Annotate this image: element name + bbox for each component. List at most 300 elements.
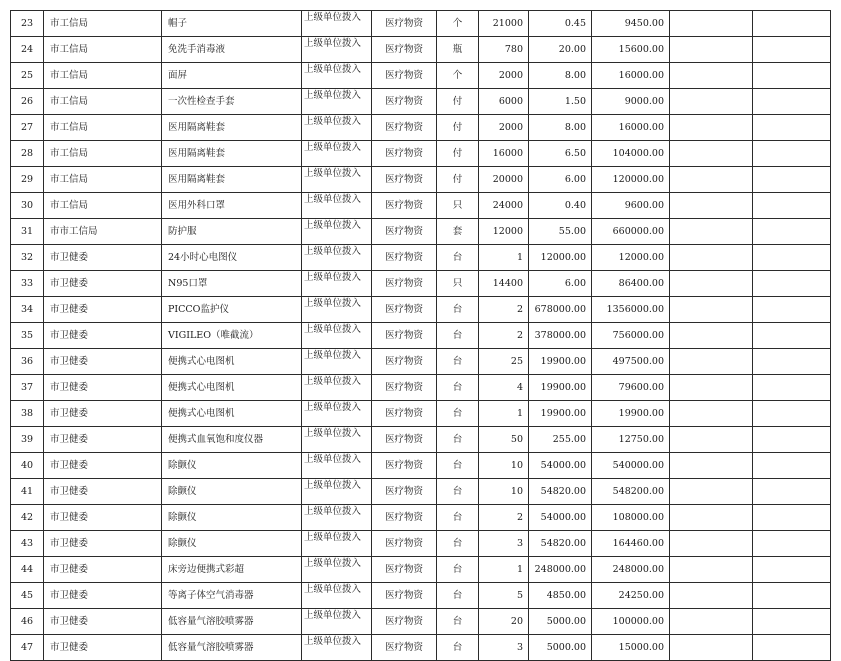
unit-price-cell: 5000.00 [529, 609, 592, 635]
category-cell: 医疗物资 [372, 115, 437, 141]
category-cell: 医疗物资 [372, 271, 437, 297]
department-cell: 市卫健委 [44, 557, 162, 583]
row-number-cell: 31 [11, 219, 44, 245]
empty-cell [670, 63, 753, 89]
row-number-cell: 25 [11, 63, 44, 89]
row-number-cell: 23 [11, 11, 44, 37]
department-cell: 市卫健委 [44, 635, 162, 661]
table-row [11, 297, 831, 323]
row-number-cell: 45 [11, 583, 44, 609]
category-cell: 医疗物资 [372, 297, 437, 323]
unit-price-cell: 8.00 [529, 63, 592, 89]
empty-cell [670, 453, 753, 479]
source-cell: 上级单位拨入 [302, 167, 372, 193]
row-number-cell: 42 [11, 505, 44, 531]
source-cell: 上级单位拨入 [302, 141, 372, 167]
category-cell: 医疗物资 [372, 505, 437, 531]
row-number-cell: 38 [11, 401, 44, 427]
item-name-cell: 便携式心电图机 [162, 375, 302, 401]
empty-cell [753, 219, 831, 245]
table-row [11, 323, 831, 349]
item-name-cell: 面屏 [162, 63, 302, 89]
item-name-cell: 一次性检查手套 [162, 89, 302, 115]
unit-price-cell: 19900.00 [529, 349, 592, 375]
table-row [11, 63, 831, 89]
item-name-cell: 医用隔离鞋套 [162, 115, 302, 141]
empty-cell [753, 63, 831, 89]
unit-cell: 付 [437, 141, 479, 167]
category-cell: 医疗物资 [372, 245, 437, 271]
empty-cell [753, 323, 831, 349]
amount-cell: 100000.00 [592, 609, 670, 635]
unit-cell: 台 [437, 609, 479, 635]
table-row [11, 271, 831, 297]
table-row [11, 609, 831, 635]
row-number-cell: 41 [11, 479, 44, 505]
item-name-cell: 医用隔离鞋套 [162, 167, 302, 193]
category-cell: 医疗物资 [372, 479, 437, 505]
source-cell: 上级单位拨入 [302, 349, 372, 375]
department-cell: 市工信局 [44, 141, 162, 167]
table-row [11, 583, 831, 609]
amount-cell: 16000.00 [592, 63, 670, 89]
department-cell: 市卫健委 [44, 609, 162, 635]
unit-cell: 个 [437, 63, 479, 89]
category-cell: 医疗物资 [372, 11, 437, 37]
unit-price-cell: 0.45 [529, 11, 592, 37]
empty-cell [670, 635, 753, 661]
unit-price-cell: 19900.00 [529, 401, 592, 427]
category-cell: 医疗物资 [372, 375, 437, 401]
unit-price-cell: 248000.00 [529, 557, 592, 583]
table-row [11, 375, 831, 401]
department-cell: 市卫健委 [44, 427, 162, 453]
category-cell: 医疗物资 [372, 531, 437, 557]
unit-price-cell: 0.40 [529, 193, 592, 219]
empty-cell [670, 167, 753, 193]
empty-cell [753, 427, 831, 453]
quantity-cell: 3 [479, 635, 529, 661]
amount-cell: 12000.00 [592, 245, 670, 271]
unit-price-cell: 20.00 [529, 37, 592, 63]
materials-table [10, 10, 831, 661]
amount-cell: 79600.00 [592, 375, 670, 401]
category-cell: 医疗物资 [372, 141, 437, 167]
category-cell: 医疗物资 [372, 167, 437, 193]
department-cell: 市工信局 [44, 89, 162, 115]
unit-cell: 台 [437, 453, 479, 479]
empty-cell [670, 89, 753, 115]
empty-cell [670, 401, 753, 427]
row-number-cell: 29 [11, 167, 44, 193]
department-cell: 市市工信局 [44, 219, 162, 245]
quantity-cell: 21000 [479, 11, 529, 37]
empty-cell [753, 37, 831, 63]
unit-price-cell: 6.00 [529, 167, 592, 193]
unit-price-cell: 8.00 [529, 115, 592, 141]
amount-cell: 15000.00 [592, 635, 670, 661]
empty-cell [753, 297, 831, 323]
empty-cell [753, 583, 831, 609]
amount-cell: 540000.00 [592, 453, 670, 479]
unit-cell: 台 [437, 375, 479, 401]
source-cell: 上级单位拨入 [302, 193, 372, 219]
empty-cell [670, 349, 753, 375]
unit-price-cell: 6.00 [529, 271, 592, 297]
source-cell: 上级单位拨入 [302, 505, 372, 531]
row-number-cell: 28 [11, 141, 44, 167]
empty-cell [753, 557, 831, 583]
source-cell: 上级单位拨入 [302, 245, 372, 271]
department-cell: 市工信局 [44, 37, 162, 63]
category-cell: 医疗物资 [372, 323, 437, 349]
category-cell: 医疗物资 [372, 219, 437, 245]
unit-price-cell: 55.00 [529, 219, 592, 245]
empty-cell [670, 37, 753, 63]
empty-cell [753, 401, 831, 427]
table-row [11, 193, 831, 219]
amount-cell: 9450.00 [592, 11, 670, 37]
item-name-cell: 除颤仪 [162, 505, 302, 531]
department-cell: 市卫健委 [44, 453, 162, 479]
item-name-cell: 便携式血氧饱和度仪器 [162, 427, 302, 453]
row-number-cell: 43 [11, 531, 44, 557]
quantity-cell: 10 [479, 453, 529, 479]
quantity-cell: 1 [479, 401, 529, 427]
quantity-cell: 2000 [479, 63, 529, 89]
source-cell: 上级单位拨入 [302, 401, 372, 427]
source-cell: 上级单位拨入 [302, 479, 372, 505]
source-cell: 上级单位拨入 [302, 271, 372, 297]
unit-price-cell: 1.50 [529, 89, 592, 115]
table-row [11, 167, 831, 193]
item-name-cell: 24小时心电图仪 [162, 245, 302, 271]
department-cell: 市卫健委 [44, 505, 162, 531]
table-body [11, 11, 831, 661]
item-name-cell: PICCO监护仪 [162, 297, 302, 323]
unit-price-cell: 378000.00 [529, 323, 592, 349]
item-name-cell: N95口罩 [162, 271, 302, 297]
table-row [11, 401, 831, 427]
quantity-cell: 24000 [479, 193, 529, 219]
unit-price-cell: 54820.00 [529, 531, 592, 557]
empty-cell [753, 115, 831, 141]
table-row [11, 427, 831, 453]
empty-cell [753, 453, 831, 479]
source-cell: 上级单位拨入 [302, 531, 372, 557]
amount-cell: 660000.00 [592, 219, 670, 245]
source-cell: 上级单位拨入 [302, 11, 372, 37]
empty-cell [670, 375, 753, 401]
item-name-cell: 免洗手消毒液 [162, 37, 302, 63]
source-cell: 上级单位拨入 [302, 37, 372, 63]
category-cell: 医疗物资 [372, 557, 437, 583]
department-cell: 市工信局 [44, 115, 162, 141]
empty-cell [670, 583, 753, 609]
quantity-cell: 1 [479, 245, 529, 271]
unit-cell: 只 [437, 193, 479, 219]
amount-cell: 756000.00 [592, 323, 670, 349]
unit-cell: 台 [437, 557, 479, 583]
empty-cell [670, 219, 753, 245]
table-row [11, 141, 831, 167]
amount-cell: 120000.00 [592, 167, 670, 193]
table-row [11, 531, 831, 557]
amount-cell: 248000.00 [592, 557, 670, 583]
unit-cell: 台 [437, 401, 479, 427]
empty-cell [753, 167, 831, 193]
table-row [11, 557, 831, 583]
amount-cell: 16000.00 [592, 115, 670, 141]
table-row [11, 89, 831, 115]
quantity-cell: 2 [479, 323, 529, 349]
unit-cell: 台 [437, 297, 479, 323]
source-cell: 上级单位拨入 [302, 115, 372, 141]
document-sheet [10, 10, 830, 661]
empty-cell [753, 11, 831, 37]
row-number-cell: 30 [11, 193, 44, 219]
source-cell: 上级单位拨入 [302, 375, 372, 401]
amount-cell: 9600.00 [592, 193, 670, 219]
row-number-cell: 46 [11, 609, 44, 635]
quantity-cell: 2 [479, 297, 529, 323]
unit-cell: 台 [437, 349, 479, 375]
empty-cell [670, 557, 753, 583]
row-number-cell: 36 [11, 349, 44, 375]
department-cell: 市卫健委 [44, 375, 162, 401]
department-cell: 市卫健委 [44, 297, 162, 323]
source-cell: 上级单位拨入 [302, 323, 372, 349]
quantity-cell: 3 [479, 531, 529, 557]
department-cell: 市卫健委 [44, 245, 162, 271]
empty-cell [670, 115, 753, 141]
category-cell: 医疗物资 [372, 427, 437, 453]
item-name-cell: 低容量气溶胶喷雾器 [162, 609, 302, 635]
unit-cell: 台 [437, 245, 479, 271]
item-name-cell: 帽子 [162, 11, 302, 37]
department-cell: 市卫健委 [44, 401, 162, 427]
quantity-cell: 780 [479, 37, 529, 63]
unit-price-cell: 255.00 [529, 427, 592, 453]
item-name-cell: 防护服 [162, 219, 302, 245]
row-number-cell: 35 [11, 323, 44, 349]
unit-price-cell: 678000.00 [529, 297, 592, 323]
row-number-cell: 44 [11, 557, 44, 583]
empty-cell [670, 323, 753, 349]
table-row [11, 115, 831, 141]
unit-cell: 只 [437, 271, 479, 297]
quantity-cell: 2000 [479, 115, 529, 141]
department-cell: 市卫健委 [44, 531, 162, 557]
department-cell: 市工信局 [44, 193, 162, 219]
quantity-cell: 2 [479, 505, 529, 531]
row-number-cell: 33 [11, 271, 44, 297]
row-number-cell: 40 [11, 453, 44, 479]
table-row [11, 349, 831, 375]
category-cell: 医疗物资 [372, 453, 437, 479]
source-cell: 上级单位拨入 [302, 557, 372, 583]
empty-cell [753, 531, 831, 557]
quantity-cell: 16000 [479, 141, 529, 167]
source-cell: 上级单位拨入 [302, 219, 372, 245]
empty-cell [753, 479, 831, 505]
department-cell: 市卫健委 [44, 479, 162, 505]
unit-price-cell: 12000.00 [529, 245, 592, 271]
table-row [11, 245, 831, 271]
unit-price-cell: 19900.00 [529, 375, 592, 401]
unit-price-cell: 54000.00 [529, 453, 592, 479]
row-number-cell: 47 [11, 635, 44, 661]
empty-cell [670, 505, 753, 531]
empty-cell [753, 193, 831, 219]
quantity-cell: 5 [479, 583, 529, 609]
table-row [11, 635, 831, 661]
empty-cell [670, 479, 753, 505]
unit-cell: 台 [437, 583, 479, 609]
table-row [11, 505, 831, 531]
quantity-cell: 12000 [479, 219, 529, 245]
source-cell: 上级单位拨入 [302, 609, 372, 635]
amount-cell: 12750.00 [592, 427, 670, 453]
item-name-cell: VIGILEO（唯截流） [162, 323, 302, 349]
unit-cell: 台 [437, 531, 479, 557]
unit-price-cell: 6.50 [529, 141, 592, 167]
unit-cell: 瓶 [437, 37, 479, 63]
item-name-cell: 便携式心电图机 [162, 401, 302, 427]
source-cell: 上级单位拨入 [302, 89, 372, 115]
quantity-cell: 25 [479, 349, 529, 375]
unit-cell: 台 [437, 427, 479, 453]
unit-cell: 个 [437, 11, 479, 37]
item-name-cell: 医用外科口罩 [162, 193, 302, 219]
table-row [11, 453, 831, 479]
source-cell: 上级单位拨入 [302, 63, 372, 89]
item-name-cell: 低容量气溶胶喷雾器 [162, 635, 302, 661]
unit-cell: 付 [437, 167, 479, 193]
amount-cell: 24250.00 [592, 583, 670, 609]
item-name-cell: 除颤仪 [162, 531, 302, 557]
empty-cell [670, 271, 753, 297]
source-cell: 上级单位拨入 [302, 297, 372, 323]
item-name-cell: 除颤仪 [162, 453, 302, 479]
amount-cell: 9000.00 [592, 89, 670, 115]
unit-cell: 台 [437, 635, 479, 661]
department-cell: 市工信局 [44, 63, 162, 89]
amount-cell: 497500.00 [592, 349, 670, 375]
item-name-cell: 除颤仪 [162, 479, 302, 505]
department-cell: 市工信局 [44, 11, 162, 37]
quantity-cell: 20000 [479, 167, 529, 193]
unit-price-cell: 4850.00 [529, 583, 592, 609]
quantity-cell: 50 [479, 427, 529, 453]
category-cell: 医疗物资 [372, 635, 437, 661]
unit-price-cell: 54820.00 [529, 479, 592, 505]
amount-cell: 15600.00 [592, 37, 670, 63]
empty-cell [753, 635, 831, 661]
item-name-cell: 医用隔离鞋套 [162, 141, 302, 167]
amount-cell: 19900.00 [592, 401, 670, 427]
empty-cell [670, 11, 753, 37]
quantity-cell: 14400 [479, 271, 529, 297]
empty-cell [753, 245, 831, 271]
unit-cell: 付 [437, 89, 479, 115]
category-cell: 医疗物资 [372, 609, 437, 635]
amount-cell: 164460.00 [592, 531, 670, 557]
quantity-cell: 4 [479, 375, 529, 401]
item-name-cell: 便携式心电图机 [162, 349, 302, 375]
amount-cell: 1356000.00 [592, 297, 670, 323]
row-number-cell: 39 [11, 427, 44, 453]
category-cell: 医疗物资 [372, 193, 437, 219]
unit-cell: 台 [437, 323, 479, 349]
department-cell: 市卫健委 [44, 271, 162, 297]
table-row [11, 37, 831, 63]
empty-cell [670, 297, 753, 323]
row-number-cell: 32 [11, 245, 44, 271]
row-number-cell: 26 [11, 89, 44, 115]
amount-cell: 108000.00 [592, 505, 670, 531]
item-name-cell: 床旁边便携式彩超 [162, 557, 302, 583]
quantity-cell: 20 [479, 609, 529, 635]
table-row [11, 479, 831, 505]
empty-cell [753, 271, 831, 297]
source-cell: 上级单位拨入 [302, 453, 372, 479]
department-cell: 市卫健委 [44, 349, 162, 375]
category-cell: 医疗物资 [372, 583, 437, 609]
category-cell: 医疗物资 [372, 37, 437, 63]
unit-price-cell: 54000.00 [529, 505, 592, 531]
row-number-cell: 24 [11, 37, 44, 63]
quantity-cell: 6000 [479, 89, 529, 115]
department-cell: 市卫健委 [44, 323, 162, 349]
category-cell: 医疗物资 [372, 401, 437, 427]
unit-cell: 付 [437, 115, 479, 141]
empty-cell [753, 89, 831, 115]
source-cell: 上级单位拨入 [302, 635, 372, 661]
category-cell: 医疗物资 [372, 63, 437, 89]
unit-cell: 套 [437, 219, 479, 245]
empty-cell [670, 609, 753, 635]
category-cell: 医疗物资 [372, 89, 437, 115]
department-cell: 市卫健委 [44, 583, 162, 609]
empty-cell [670, 531, 753, 557]
row-number-cell: 27 [11, 115, 44, 141]
table-row [11, 11, 831, 37]
empty-cell [753, 375, 831, 401]
unit-price-cell: 5000.00 [529, 635, 592, 661]
empty-cell [753, 141, 831, 167]
empty-cell [670, 141, 753, 167]
amount-cell: 104000.00 [592, 141, 670, 167]
category-cell: 医疗物资 [372, 349, 437, 375]
unit-cell: 台 [437, 505, 479, 531]
empty-cell [670, 245, 753, 271]
quantity-cell: 1 [479, 557, 529, 583]
empty-cell [753, 349, 831, 375]
row-number-cell: 34 [11, 297, 44, 323]
empty-cell [670, 427, 753, 453]
empty-cell [670, 193, 753, 219]
quantity-cell: 10 [479, 479, 529, 505]
source-cell: 上级单位拨入 [302, 427, 372, 453]
amount-cell: 548200.00 [592, 479, 670, 505]
department-cell: 市工信局 [44, 167, 162, 193]
source-cell: 上级单位拨入 [302, 583, 372, 609]
amount-cell: 86400.00 [592, 271, 670, 297]
empty-cell [753, 505, 831, 531]
unit-cell: 台 [437, 479, 479, 505]
table-row [11, 219, 831, 245]
